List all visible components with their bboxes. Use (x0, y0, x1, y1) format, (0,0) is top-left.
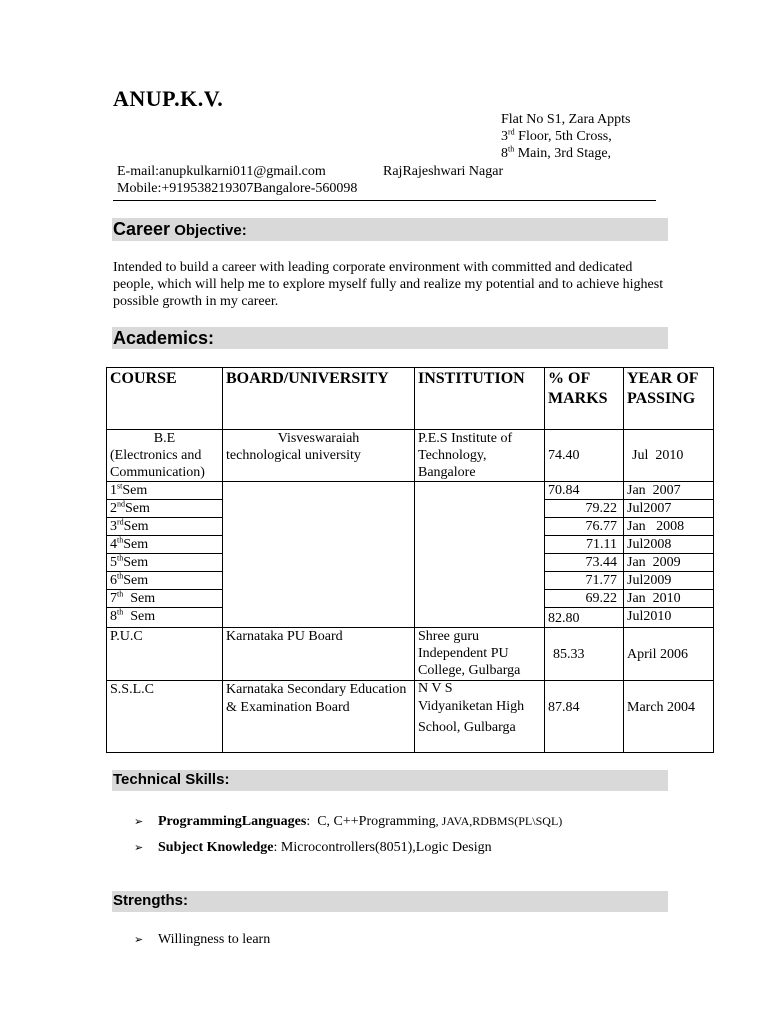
skill-value: C, C++Programming (317, 814, 436, 829)
sem-7-year: Jan 2010 (624, 590, 714, 608)
table-row (107, 482, 714, 500)
col-year: YEAR OF PASSING (624, 368, 714, 430)
sslc-institution: N V S Vidyaniketan High School, Gulbarga (415, 681, 545, 753)
sem-6: 6thSem (107, 572, 223, 590)
email-line: E-mail:anupkulkarni011@gmail.com (117, 164, 326, 179)
list-item: ➢ ProgrammingLanguages: C, C++Programming, JAVA,RDBMS(PL\SQL) (134, 814, 563, 829)
table-row (107, 681, 714, 753)
sem-7-marks: 69.22 (545, 590, 624, 608)
table-row (107, 430, 714, 482)
sslc-board: Karnataka Secondary Education & Examination Board (223, 681, 415, 753)
mobile-line: Mobile:+919538219307Bangalore-560098 (117, 181, 358, 196)
sem-1-year: Jan 2007 (624, 482, 714, 500)
strength-text: Willingness to learn (158, 932, 271, 947)
academics-heading: Academics: (112, 327, 668, 349)
skill-value: Microcontrollers(8051),Logic Design (280, 840, 492, 855)
col-marks: % OF MARKS (545, 368, 624, 430)
sslc-course: S.S.L.C (107, 681, 223, 753)
be-course: B.E (Electronics and Communication) (107, 430, 223, 482)
bullet-arrow-icon: ➢ (134, 815, 144, 828)
postal-address (501, 111, 631, 162)
sslc-marks: 87.84 (545, 681, 624, 753)
header-divider (113, 200, 656, 201)
technical-skills-heading: Technical Skills: (112, 770, 668, 791)
puc-course: P.U.C (107, 628, 223, 681)
sem-7: 7th Sem (107, 590, 223, 608)
sem-5-marks: 73.44 (545, 554, 624, 572)
sem-6-year: Jul2009 (624, 572, 714, 590)
table-row (107, 628, 714, 681)
strengths-heading: Strengths: (112, 891, 668, 912)
address-line-1: Flat No S1, Zara Appts (501, 112, 631, 127)
col-board: BOARD/UNIVERSITY (223, 368, 415, 430)
sem-3: 3rdSem (107, 518, 223, 536)
sem-2-marks: 79.22 (545, 500, 624, 518)
be-marks: 74.40 (545, 430, 624, 482)
sem-6-marks: 71.77 (545, 572, 624, 590)
sem-5-year: Jan 2009 (624, 554, 714, 572)
puc-marks: 85.33 (545, 628, 624, 681)
puc-year: April 2006 (624, 628, 714, 681)
puc-institution: Shree guru Independent PU College, Gulbarga (415, 628, 545, 681)
sem-4: 4thSem (107, 536, 223, 554)
address-line-2: 3rd Floor, 5th Cross, (501, 127, 612, 144)
be-board: Visveswaraiah technological university (223, 430, 415, 482)
sem-1: 1stSem (107, 482, 223, 500)
table-header-row (107, 368, 714, 430)
sem-5: 5thSem (107, 554, 223, 572)
sem-3-year: Jan 2008 (624, 518, 714, 536)
be-institution: P.E.S Institute of Technology, Bangalore (415, 430, 545, 482)
sem-3-marks: 76.77 (545, 518, 624, 536)
sem-4-marks: 71.11 (545, 536, 624, 554)
sem-institution-blank (415, 482, 545, 628)
skill-label: Subject Knowledge (158, 840, 274, 855)
col-institution: INSTITUTION (415, 368, 545, 430)
career-objective-heading: Career Objective: (112, 218, 668, 241)
sem-8-marks: 82.80 (545, 608, 624, 628)
sem-8: 8th Sem (107, 608, 223, 628)
address-area: RajRajeshwari Nagar (383, 164, 504, 179)
sem-2: 2ndSem (107, 500, 223, 518)
sem-2-year: Jul2007 (624, 500, 714, 518)
sem-board-blank (223, 482, 415, 628)
col-course: COURSE (107, 368, 223, 430)
academics-table (106, 367, 714, 753)
bullet-arrow-icon: ➢ (134, 933, 144, 946)
sem-8-year: Jul2010 (624, 608, 714, 628)
sslc-year: March 2004 (624, 681, 714, 753)
sem-4-year: Jul2008 (624, 536, 714, 554)
be-year: Jul 2010 (624, 430, 714, 482)
list-item (134, 932, 270, 948)
career-objective-text: Intended to build a career with leading corporate environment with committed and dedicated people, which will help me to explore myself fully and realize my potential and to achieve highest possible growth in my career. (113, 260, 664, 309)
candidate-name: ANUP.K.V. (113, 86, 224, 111)
address-line-3: 8th Main, 3rd Stage, (501, 144, 612, 161)
list-item: ➢ Subject Knowledge: Microcontrollers(8051),Logic Design (134, 840, 492, 855)
bullet-arrow-icon: ➢ (134, 841, 144, 854)
skill-label: ProgrammingLanguages (158, 814, 307, 829)
sem-1-marks: 70.84 (545, 482, 624, 500)
puc-board: Karnataka PU Board (223, 628, 415, 681)
